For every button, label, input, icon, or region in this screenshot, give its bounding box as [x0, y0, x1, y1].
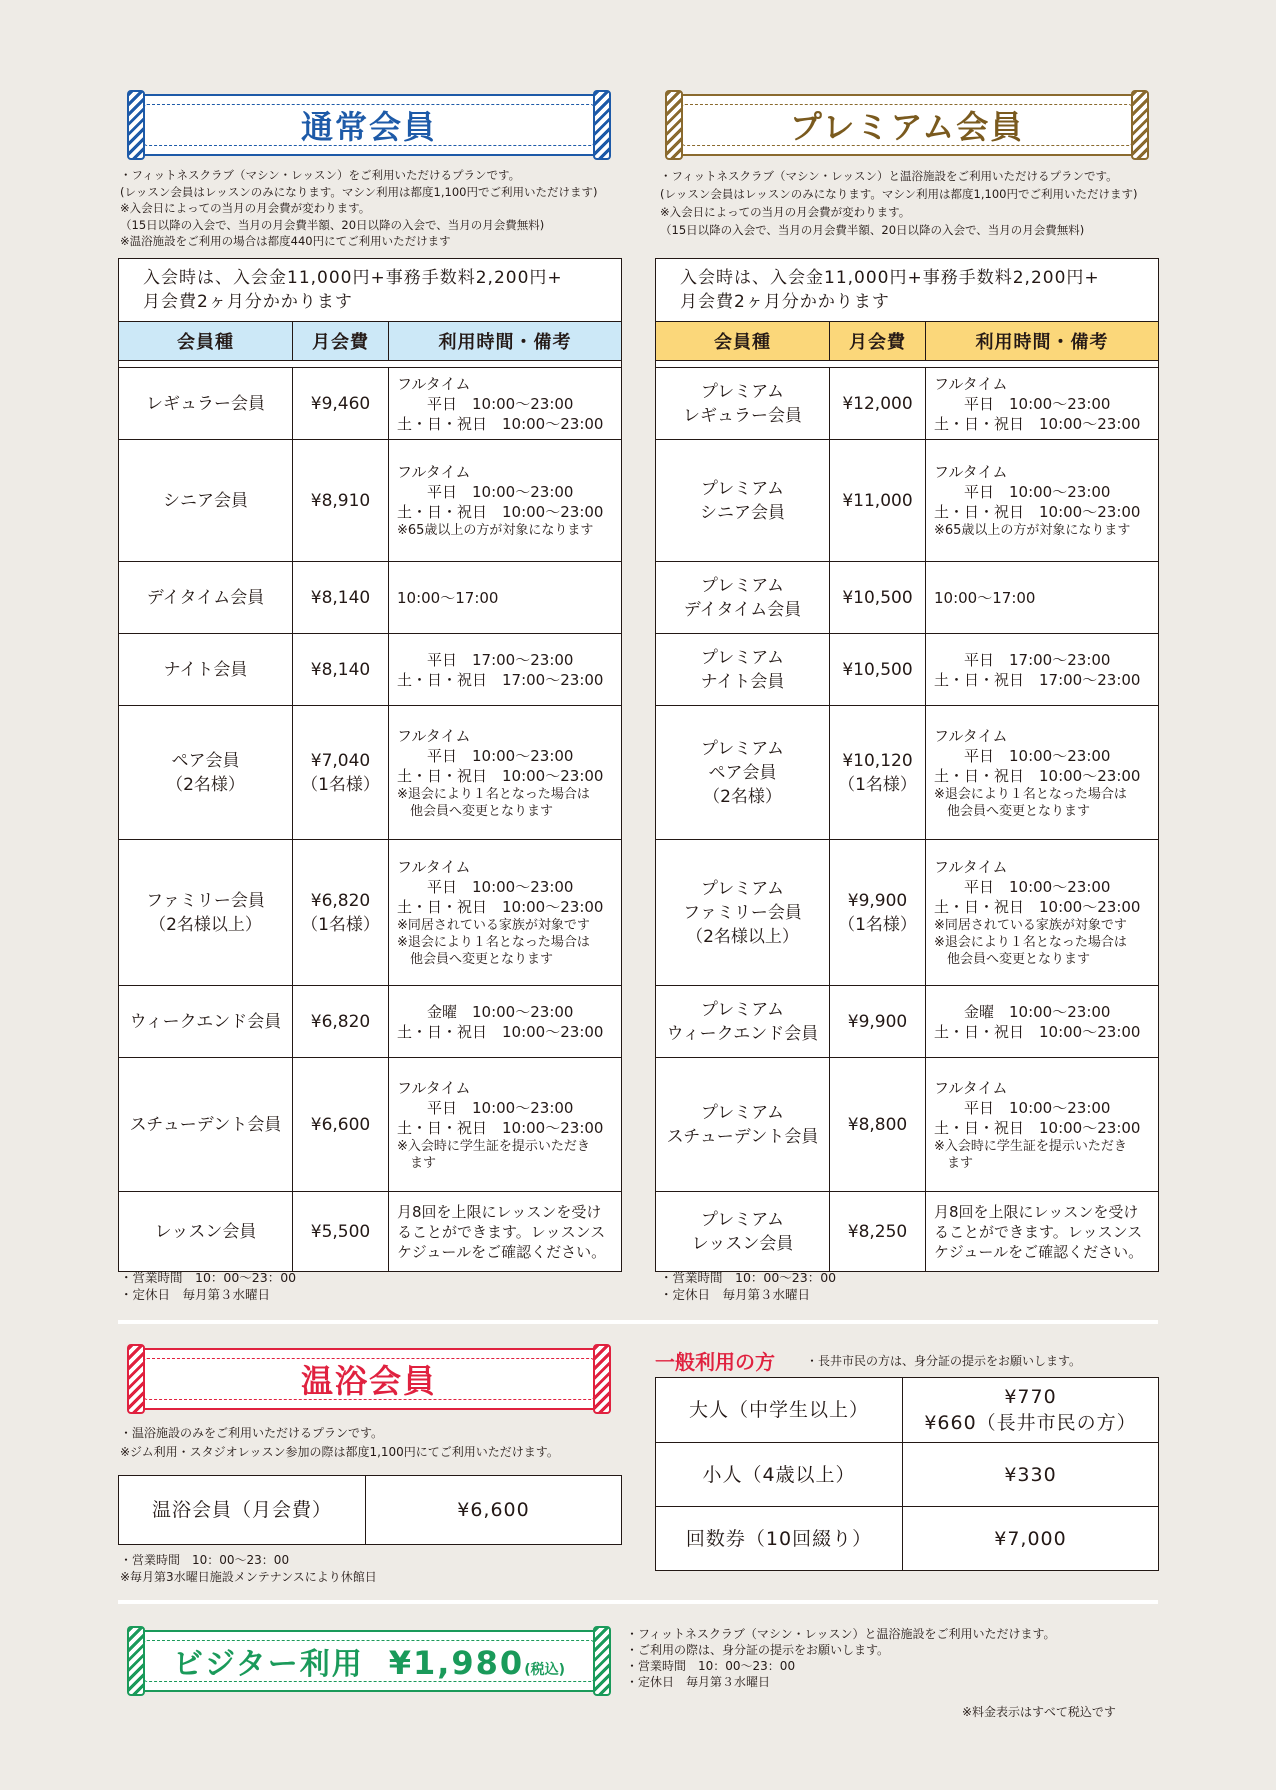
onsen-title-banner: [134, 1348, 604, 1410]
regular-row-name: デイタイム会員: [119, 562, 293, 634]
regular-row-hours: 10:00～17:00: [397, 588, 499, 607]
regular-row-note: ※入会時に学生証を提示いただき ます: [397, 1138, 590, 1171]
section-divider-1: [118, 1320, 1158, 1324]
premium-intro: 入会時は、入会金11,000円+事務手数料2,200円+ 月会費2ヶ月分かかります: [656, 259, 1159, 322]
table-row: [119, 706, 622, 840]
regular-row-hours: フルタイム 平日 10:00～23:00 土・日・祝日 10:00～23:00: [397, 858, 604, 916]
premium-header-type: 会員種: [656, 322, 830, 361]
premium-row-name: プレミアム シニア会員: [656, 440, 830, 562]
general-row-adult-label: 大人（中学生以上）: [656, 1378, 903, 1443]
regular-row-note: ※退会により１名となった場合は 他会員へ変更となります: [397, 786, 590, 819]
visitor-title-line: [173, 1639, 565, 1683]
onsen-notes: ・温浴施設のみをご利用いただけるプランです。 ※ジム利用・スタジオレッスン参加の際は都度1,100円にてご利用いただけます。: [120, 1426, 559, 1459]
premium-row-name: プレミアム レッスン会員: [656, 1192, 830, 1272]
table-row: [656, 562, 1159, 634]
regular-row-fee: ¥6,600: [293, 1058, 389, 1192]
regular-row-name: ペア会員 （2名様）: [119, 706, 293, 840]
premium-row-hours: 平日 17:00～23:00 土・日・祝日 17:00～23:00: [934, 650, 1141, 689]
premium-header-gap: [656, 361, 1159, 368]
premium-row-note: ※退会により１名となった場合は 他会員へ変更となります: [934, 786, 1127, 819]
regular-row-name: ウィークエンド会員: [119, 986, 293, 1058]
premium-row-fee: ¥11,000: [830, 440, 926, 562]
premium-row-hours: フルタイム 平日 10:00～23:00 土・日・祝日 10:00～23:00: [934, 726, 1141, 785]
premium-row-name: プレミアム ペア会員 （2名様）: [656, 706, 830, 840]
premium-header-remarks: 利用時間・備考: [926, 322, 1159, 361]
regular-header-remarks: 利用時間・備考: [389, 322, 622, 361]
premium-row-name: プレミアム ウィークエンド会員: [656, 986, 830, 1058]
regular-row-fee: ¥8,140: [293, 562, 389, 634]
regular-title: 通常会員: [300, 108, 437, 146]
premium-row-fee: ¥10,120 （1名様）: [830, 706, 926, 840]
table-row: [656, 1058, 1159, 1192]
general-fee-table: [655, 1377, 1159, 1571]
premium-row-fee: ¥9,900 （1名様）: [830, 840, 926, 986]
premium-row-hours: フルタイム 平日 10:00～23:00 土・日・祝日 10:00～23:00: [934, 463, 1141, 521]
regular-row-remarks: [389, 706, 622, 840]
premium-title-banner: [672, 94, 1142, 156]
general-row-ticket-label: 回数券（10回綴り）: [656, 1507, 903, 1571]
table-row: [119, 1058, 622, 1192]
premium-row-fee: ¥8,250: [830, 1192, 926, 1272]
regular-row-hours: フルタイム 平日 10:00～23:00 土・日・祝日 10:00～23:00: [397, 374, 604, 433]
regular-row-name: ファミリー会員 （2名様以上）: [119, 840, 293, 986]
onsen-title: 温浴会員: [300, 1362, 437, 1400]
visitor-notes: ・フィットネスクラブ（マシン・レッスン）と温浴施設をご利用いただけます。 ・ご利用の際は、身分証の提示をお願いします。 ・営業時間 10：00～23：00 ・定休日 毎月第３水曜日: [626, 1627, 1056, 1689]
regular-row-name: レギュラー会員: [119, 368, 293, 440]
regular-fee-table: [118, 258, 622, 1272]
onsen-fee-table: [118, 1475, 622, 1545]
premium-row-remarks: [926, 634, 1159, 706]
onsen-footer: ・営業時間 10：00～23：00 ※毎月第3水曜日施設メンテナンスにより休館日: [120, 1553, 377, 1584]
regular-row-hours: フルタイム 平日 10:00～23:00 土・日・祝日 10:00～23:00: [397, 463, 604, 521]
onsen-fee: ¥6,600: [366, 1476, 622, 1545]
regular-row-hours: 月8回を上限にレッスンを受け ることができます。レッスンス ケジュールをご確認ください。: [397, 1202, 607, 1261]
premium-row-remarks: [926, 368, 1159, 440]
premium-row-name: プレミアム レギュラー会員: [656, 368, 830, 440]
premium-row-remarks: [926, 840, 1159, 986]
premium-row-remarks: [926, 1058, 1159, 1192]
regular-row-fee: ¥6,820 （1名様）: [293, 840, 389, 986]
table-row: [656, 986, 1159, 1058]
regular-intro: 入会時は、入会金11,000円+事務手数料2,200円+ 月会費2ヶ月分かかります: [119, 259, 622, 322]
table-row: [119, 840, 622, 986]
premium-row-fee: ¥8,800: [830, 1058, 926, 1192]
table-row: [119, 1192, 622, 1272]
general-row-ticket-fee: ¥7,000: [903, 1507, 1159, 1571]
regular-row-hours: 平日 17:00～23:00 土・日・祝日 17:00～23:00: [397, 650, 604, 689]
table-row: [656, 634, 1159, 706]
regular-row-remarks: [389, 562, 622, 634]
regular-header-fee: 月会費: [293, 322, 389, 361]
premium-row-name: プレミアム ナイト会員: [656, 634, 830, 706]
premium-row-fee: ¥12,000: [830, 368, 926, 440]
regular-row-fee: ¥5,500: [293, 1192, 389, 1272]
regular-row-fee: ¥9,460: [293, 368, 389, 440]
premium-row-name: プレミアム スチューデント会員: [656, 1058, 830, 1192]
premium-row-note: ※65歳以上の方が対象になります: [934, 523, 1131, 538]
general-row-adult-fee: ¥770 ¥660（長井市民の方）: [903, 1378, 1159, 1443]
regular-row-hours: フルタイム 平日 10:00～23:00 土・日・祝日 10:00～23:00: [397, 1078, 604, 1137]
tax-note: ※料金表示はすべて税込です: [962, 1705, 1116, 1719]
premium-row-remarks: [926, 986, 1159, 1058]
regular-row-remarks: [389, 986, 622, 1058]
premium-row-name: プレミアム デイタイム会員: [656, 562, 830, 634]
premium-row-note: ※入会時に学生証を提示いただき ます: [934, 1138, 1127, 1171]
regular-row-hours: フルタイム 平日 10:00～23:00 土・日・祝日 10:00～23:00: [397, 726, 604, 785]
premium-row-hours: 金曜 10:00～23:00 土・日・祝日 10:00～23:00: [934, 1002, 1141, 1041]
regular-row-fee: ¥8,910: [293, 440, 389, 562]
general-row-child-label: 小人（4歳以上）: [656, 1443, 903, 1507]
premium-row-hours: 月8回を上限にレッスンを受け ることができます。レッスンス ケジュールをご確認ください。: [934, 1202, 1144, 1261]
regular-row-fee: ¥7,040 （1名様）: [293, 706, 389, 840]
table-row: [656, 706, 1159, 840]
premium-row-note: ※同居されている家族が対象です ※退会により１名となった場合は 他会員へ変更となります: [934, 918, 1127, 967]
general-title: 一般利用の方: [655, 1350, 775, 1374]
premium-notes: ・フィットネスクラブ（マシン・レッスン）と温浴施設をご利用いただけるプランです。 (レッスン会員はレッスンのみになります。マシン利用は都度1,100円でご利用いただけます) ※入会日によっての当月の月会費が変わります。 （15日以降の入会で、当月の月会費半額、20日以降の入会で、当月の月会費無料): [660, 169, 1138, 237]
regular-row-remarks: [389, 368, 622, 440]
regular-row-remarks: [389, 634, 622, 706]
onsen-label: 温浴会員（月会費）: [119, 1476, 366, 1545]
table-row: [656, 440, 1159, 562]
premium-row-name: プレミアム ファミリー会員 （2名様以上）: [656, 840, 830, 986]
visitor-tax: (税込): [524, 1662, 565, 1678]
regular-row-note: ※同居されている家族が対象です ※退会により１名となった場合は 他会員へ変更となります: [397, 918, 590, 967]
table-row: [119, 986, 622, 1058]
regular-row-fee: ¥6,820: [293, 986, 389, 1058]
table-row: [656, 1192, 1159, 1272]
regular-row-remarks: [389, 840, 622, 986]
regular-title-banner: [134, 94, 604, 156]
premium-row-remarks: [926, 562, 1159, 634]
visitor-title: ビジター利用: [173, 1647, 364, 1682]
regular-row-fee: ¥8,140: [293, 634, 389, 706]
table-row: [119, 634, 622, 706]
premium-row-remarks: [926, 440, 1159, 562]
premium-title: プレミアム会員: [789, 108, 1025, 146]
regular-row-name: シニア会員: [119, 440, 293, 562]
premium-fee-table: [655, 258, 1159, 1272]
regular-header-gap: [119, 361, 622, 368]
regular-row-hours: 金曜 10:00～23:00 土・日・祝日 10:00～23:00: [397, 1002, 604, 1041]
premium-row-hours: 10:00～17:00: [934, 588, 1036, 607]
premium-row-hours: フルタイム 平日 10:00～23:00 土・日・祝日 10:00～23:00: [934, 858, 1141, 916]
table-row: [119, 562, 622, 634]
visitor-title-banner: [134, 1630, 604, 1692]
regular-notes: ・フィットネスクラブ（マシン・レッスン）をご利用いただけるプランです。 (レッスン会員はレッスンのみになります。マシン利用は都度1,100円でご利用いただけます) ※入会日によっての当月の月会費が変わります。 （15日以降の入会で、当月の月会費半額、20日以降の入会で、当月の月会費無料) ※温浴施設をご利用の場合は都度440円にてご利用いただけます: [120, 168, 598, 248]
table-row: [656, 368, 1159, 440]
regular-header-type: 会員種: [119, 322, 293, 361]
premium-row-remarks: [926, 1192, 1159, 1272]
general-note: ・長井市民の方は、身分証の提示をお願いします。: [806, 1354, 1082, 1368]
regular-row-name: ナイト会員: [119, 634, 293, 706]
regular-footer: ・営業時間 10：00～23：00 ・定休日 毎月第３水曜日: [120, 1270, 297, 1302]
regular-row-name: スチューデント会員: [119, 1058, 293, 1192]
regular-row-remarks: [389, 1192, 622, 1272]
table-row: [656, 840, 1159, 986]
regular-row-remarks: [389, 440, 622, 562]
regular-row-remarks: [389, 1058, 622, 1192]
table-row: [119, 440, 622, 562]
general-row-child-fee: ¥330: [903, 1443, 1159, 1507]
visitor-price: ¥1,980: [388, 1644, 525, 1682]
premium-row-hours: フルタイム 平日 10:00～23:00 土・日・祝日 10:00～23:00: [934, 1078, 1141, 1137]
premium-row-hours: フルタイム 平日 10:00～23:00 土・日・祝日 10:00～23:00: [934, 374, 1141, 433]
premium-footer: ・営業時間 10：00～23：00 ・定休日 毎月第３水曜日: [660, 1270, 837, 1302]
section-divider-2: [118, 1600, 1158, 1604]
premium-row-remarks: [926, 706, 1159, 840]
regular-row-name: レッスン会員: [119, 1192, 293, 1272]
premium-header-fee: 月会費: [830, 322, 926, 361]
premium-row-fee: ¥9,900: [830, 986, 926, 1058]
table-row: [119, 368, 622, 440]
regular-row-note: ※65歳以上の方が対象になります: [397, 523, 594, 538]
premium-row-fee: ¥10,500: [830, 562, 926, 634]
premium-row-fee: ¥10,500: [830, 634, 926, 706]
